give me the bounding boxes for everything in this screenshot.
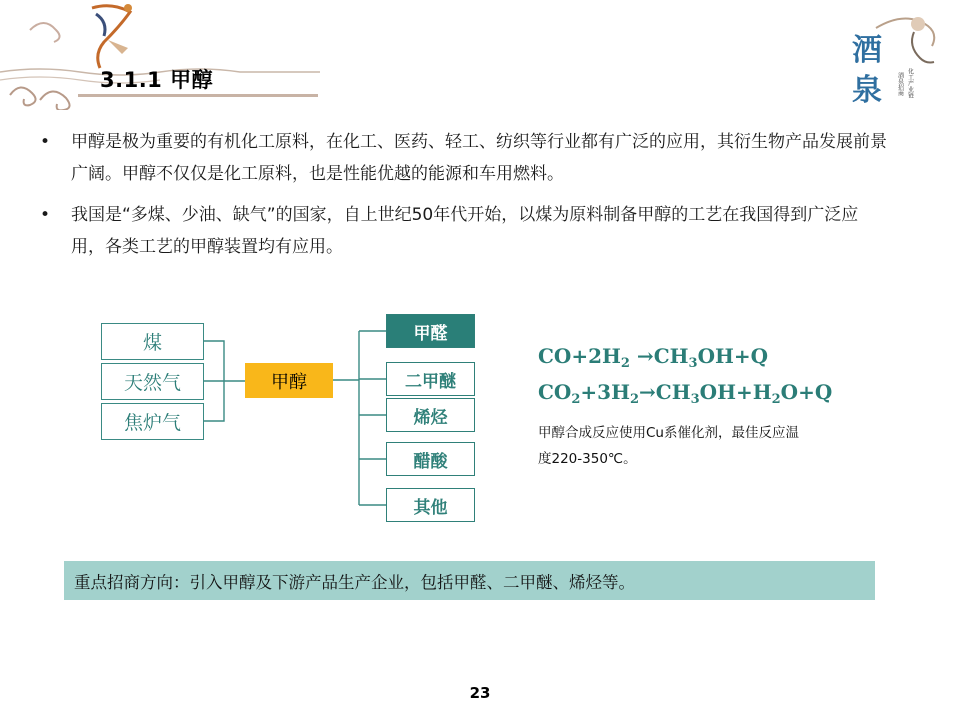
svg-text:化工产业链: 化工产业链 xyxy=(906,68,914,98)
methanol-node: 甲醇 xyxy=(245,363,333,398)
product-other: 其他 xyxy=(386,488,475,522)
svg-text:泉: 泉 xyxy=(852,73,882,108)
jiuquan-logo xyxy=(836,8,948,118)
page-number: 23 xyxy=(469,684,491,702)
product-olefins: 烯烃 xyxy=(386,398,475,432)
product-acetic-acid: 醋酸 xyxy=(386,442,475,476)
bullet-coal-methanol xyxy=(40,199,890,263)
bullet-marker: • xyxy=(40,205,51,225)
bullet-text: 我国是“多煤、少油、缺气”的国家，自上世纪50年代开始，以煤为原料制备甲醇的工艺在我国得到广泛应用，各类工艺的甲醇装置均有应用。 xyxy=(71,205,859,257)
source-coke-oven-gas: 焦炉气 xyxy=(101,403,204,440)
equation-co-synthesis: $CO+2H_2 \to CH_3OH+Q$ xyxy=(538,344,769,371)
bullet-methanol-importance xyxy=(40,126,890,190)
product-dimethyl-ether: 二甲醚 xyxy=(386,362,475,396)
section-title: 3.1.1 甲醇 xyxy=(100,68,214,92)
svg-text:酒泉招商: 酒泉招商 xyxy=(896,72,904,96)
product-formaldehyde: 甲醛 xyxy=(386,314,475,348)
bullet-text: 甲醇是极为重要的有机化工原料，在化工、医药、轻工、纺织等行业都有广泛的应用，其衍生物产品发展前景广阔。甲醇不仅仅是化工原料，也是性能优越的能源和车用燃料。 xyxy=(71,132,887,184)
investment-focus-bar: 重点招商方向：引入甲醇及下游产品生产企业，包括甲醛、二甲醚、烯烃等。 xyxy=(64,561,875,600)
svg-text:酒: 酒 xyxy=(852,33,882,68)
source-coal: 煤 xyxy=(101,323,204,360)
equation-co2-synthesis: $CO_2+3H_2\to CH_3OH+H_2O+Q$ xyxy=(538,380,833,407)
catalyst-note: 甲醇合成反应使用Cu系催化剂，最佳反应温度220-350℃。 xyxy=(538,425,799,467)
source-natural-gas: 天然气 xyxy=(101,363,204,400)
bullet-marker: • xyxy=(40,132,51,152)
